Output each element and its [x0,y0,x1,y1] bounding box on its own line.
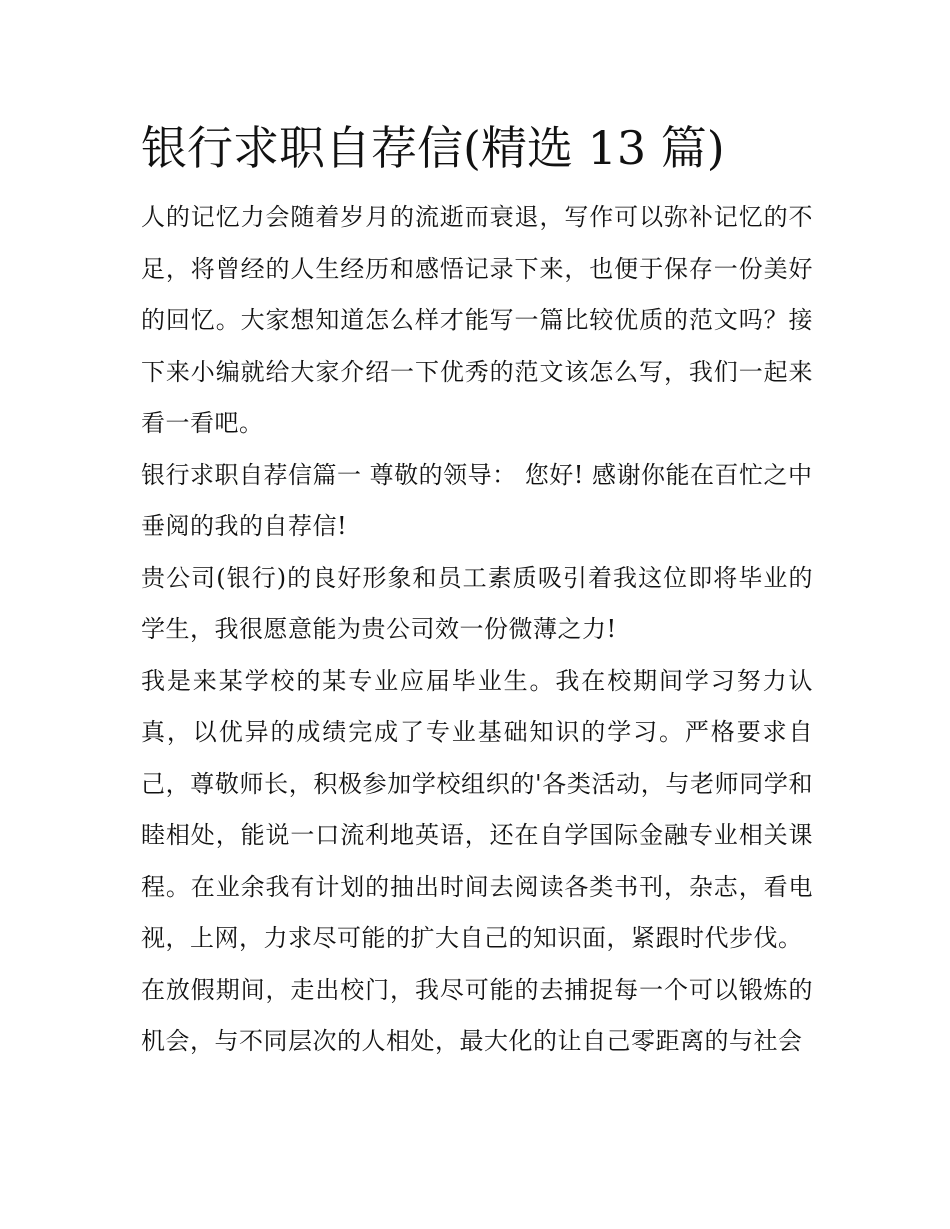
paragraph-intro: 人的记忆力会随着岁月的流逝而衰退，写作可以弥补记忆的不足，将曾经的人生经历和感悟记录下来，也便于保存一份美好的回忆。大家想知道怎么样才能写一篇比较优质的范文吗？接下来小编就给大家介绍一下优秀的范文该怎么写，我们一起来看一看吧。 [141,203,813,437]
paragraph-company: 贵公司(银行)的良好形象和员工素质吸引着我这位即将毕业的学生，我很愿意能为贵公司效一份微薄之力! [141,563,813,643]
document-title: 银行求职自荐信(精选 13 篇) [141,121,725,175]
paragraph-vacation: 在放假期间，走出校门，我尽可能的去捕捉每一个可以锻炼的机会，与不同层次的人相处，最大化的让自己零距离的与社会 [141,975,813,1055]
document-body [141,116,813,1068]
paragraph-greeting: 银行求职自荐信篇一 尊敬的领导： 您好! 感谢你能在百忙之中垂阅的我的自荐信! [141,460,813,540]
paragraph-self-intro: 我是来某学校的某专业应届毕业生。我在校期间学习努力认真，以优异的成绩完成了专业基础知识的学习。严格要求自己，尊敬师长，积极参加学校组织的'各类活动，与老师同学和睦相处，能说一口流利地英语，还在自学国际金融专业相关课程。在业余我有计划的抽出时间去阅读各类书刊，杂志，看电视，上网，力求尽可能的扩大自己的知识面，紧跟时代步伐。 [141,666,813,952]
